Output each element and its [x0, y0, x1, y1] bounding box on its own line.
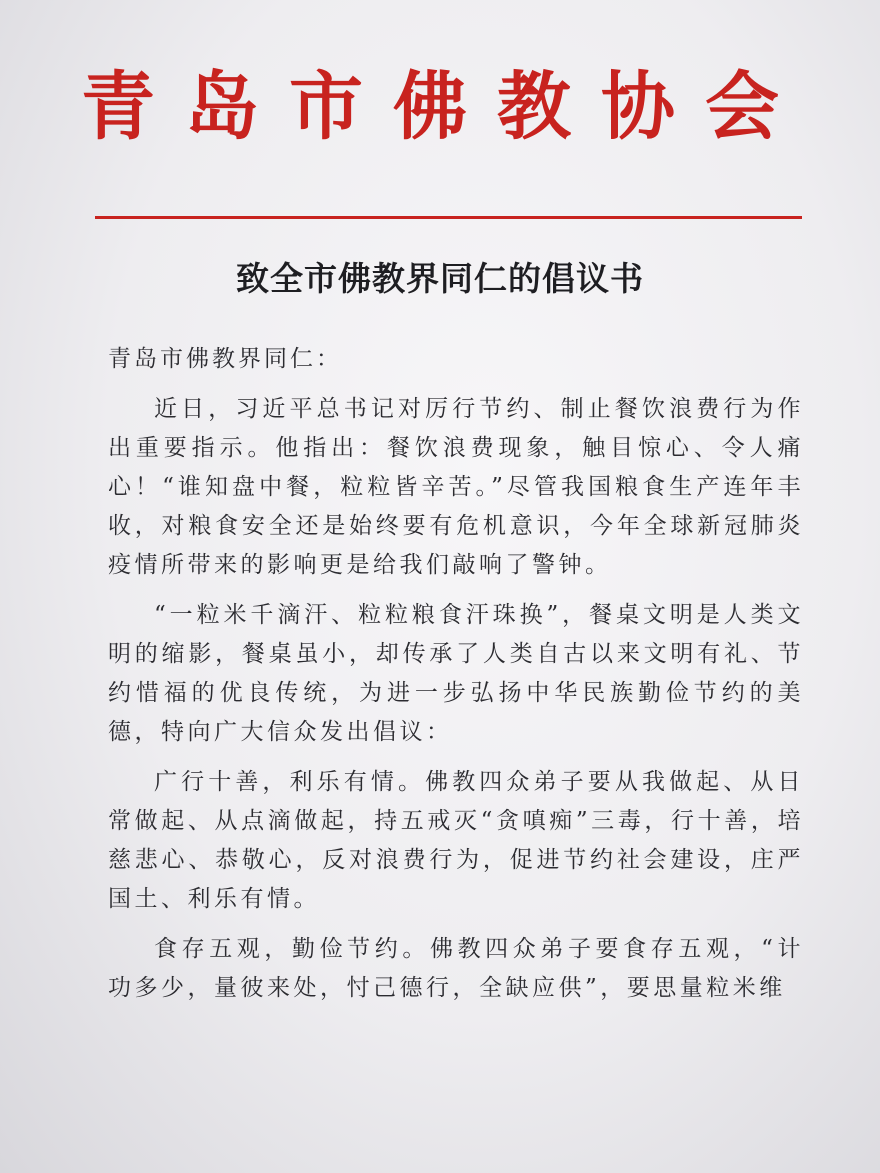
paragraph-2: “一粒米千滴汗、粒粒粮食汗珠换”，餐桌文明是人类文明的缩影，餐桌虽小，却传承了人类自古以来文明有礼、节约惜福的优良传统，为进一步弘扬中华民族勤俭节约的美德，特向广大信众发出倡议： — [108, 602, 804, 745]
paragraph-4: 食存五观，勤俭节约。佛教四众弟子要食存五观，“计功多少，量彼来处，忖己德行，全缺应供”，要思量粒米维 — [108, 936, 804, 1001]
paragraph-3: 广行十善，利乐有情。佛教四众弟子要从我做起、从日常做起、从点滴做起，持五戒灭“贪嗔痴”三毒，行十善，培慈悲心、恭敬心，反对浪费行为，促进节约社会建设，庄严国土、利乐有情。 — [108, 769, 804, 912]
salutation: 青岛市佛教界同仁： — [108, 346, 342, 372]
document-body — [108, 340, 804, 1019]
letterhead-title: 青岛市佛教协会 — [81, 64, 809, 150]
paragraph-1: 近日，习近平总书记对厉行节约、制止餐饮浪费行为作出重要指示。他指出：餐饮浪费现象，触目惊心、令人痛心！“谁知盘中餐，粒粒皆辛苦。”尽管我国粮食生产连年丰收，对粮食安全还是始终要有危机意识，今年全球新冠肺炎疫情所带来的影响更是给我们敲响了警钟。 — [108, 396, 804, 578]
document-title: 致全市佛教界同仁的倡议书 — [236, 259, 644, 298]
letterhead-rule — [95, 216, 802, 219]
